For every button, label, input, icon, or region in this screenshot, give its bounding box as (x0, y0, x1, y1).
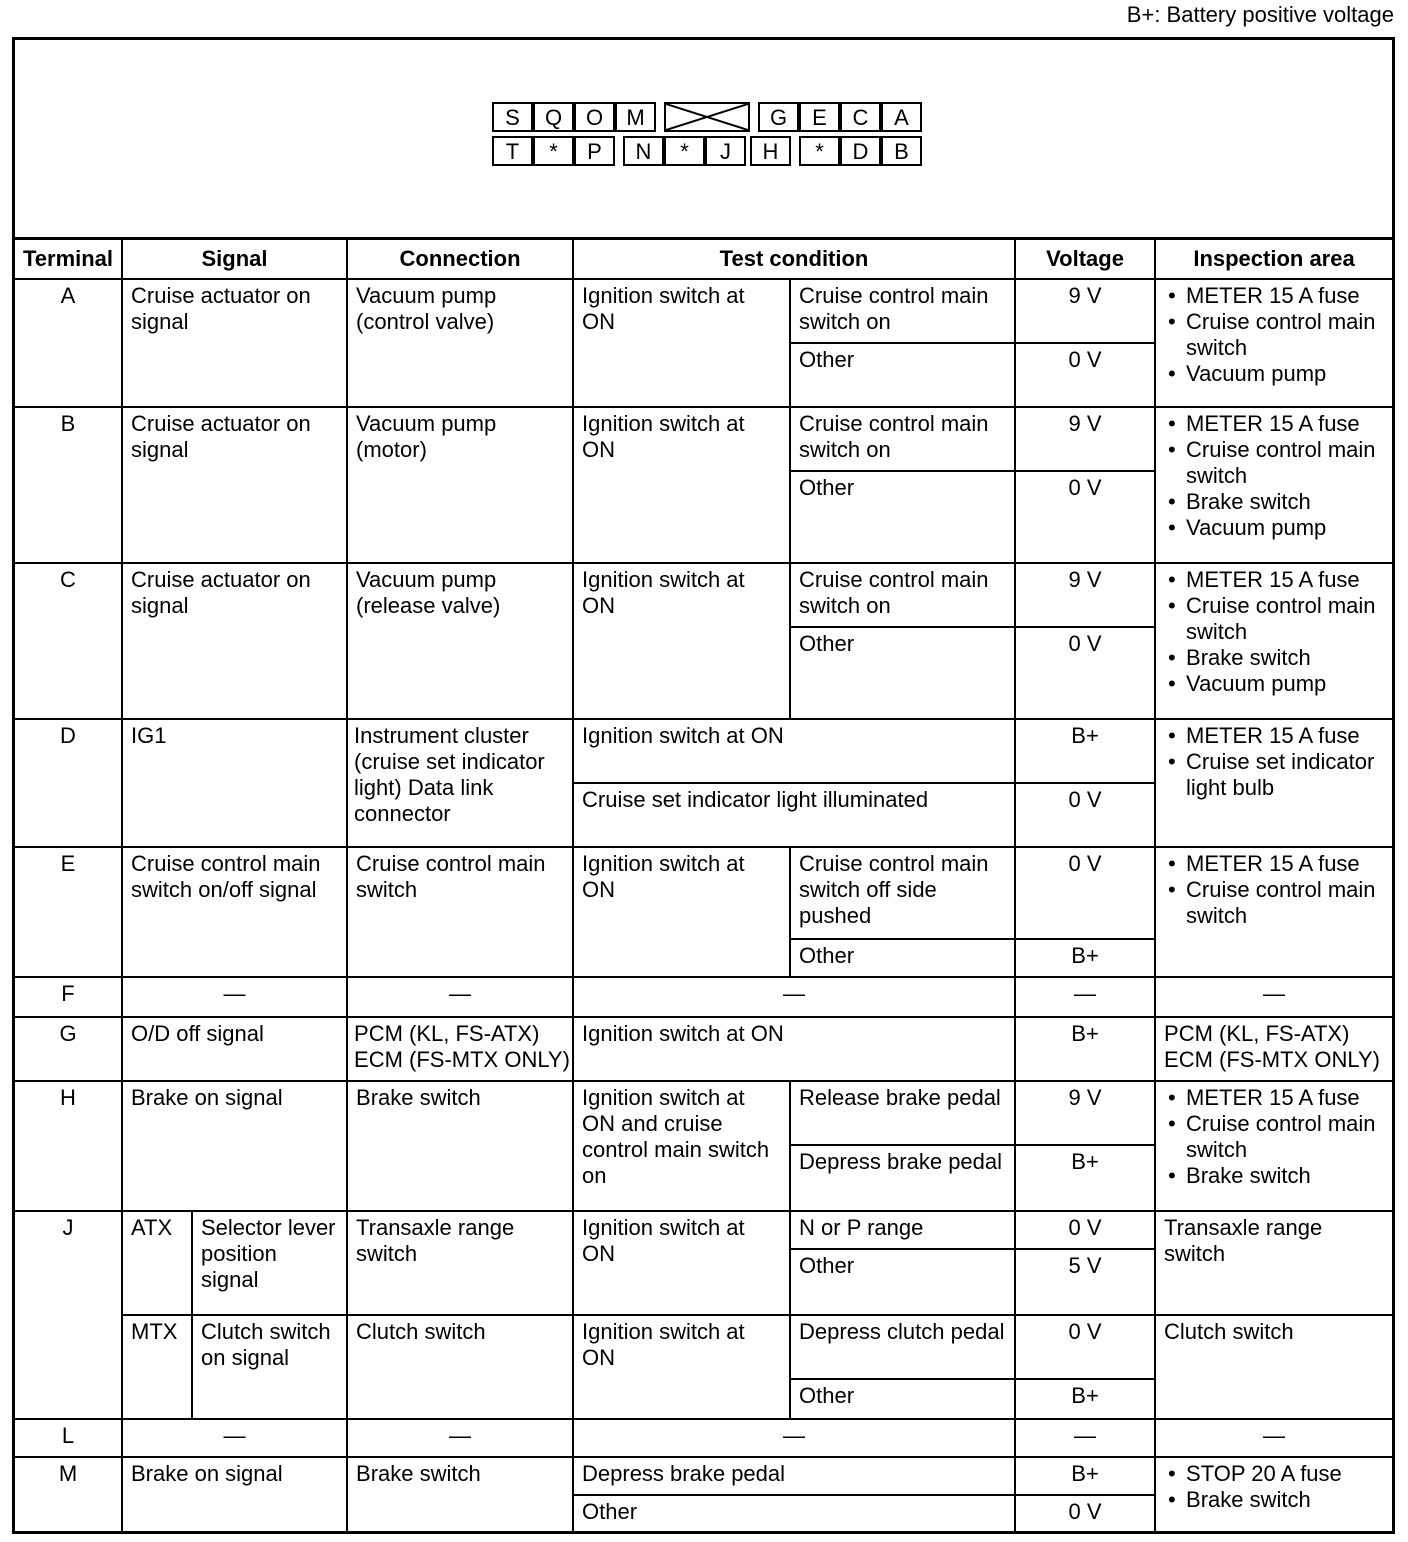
inspection-cell: — (1155, 1419, 1392, 1457)
pin-cell: P (574, 136, 615, 166)
header-row (15, 240, 1392, 279)
pin-cell: S (492, 102, 533, 132)
connector-diagram-area (15, 40, 1392, 240)
table-row (15, 977, 1392, 1017)
list-item: • STOP 20 A fuse (1164, 1461, 1384, 1487)
connection-cell: Vacuum pump (release valve) (347, 563, 573, 719)
condition-cell: Ignition switch at ON (573, 1315, 790, 1419)
list-item: • Brake switch (1164, 1487, 1384, 1513)
sub-condition-cell: Other (790, 471, 1015, 563)
list-item: • METER 15 A fuse (1164, 411, 1384, 437)
condition-cell: Ignition switch at ON (573, 1017, 1015, 1081)
pin-cell: N (623, 136, 664, 166)
connection-cell: PCM (KL, FS-ATX) ECM (FS-MTX ONLY) (347, 1017, 573, 1081)
voltage-cell: 0 V (1015, 1211, 1155, 1249)
signal-cell: — (122, 1419, 347, 1457)
list-item: • METER 15 A fuse (1164, 1085, 1384, 1111)
transmission-type-cell: MTX (122, 1315, 192, 1419)
inspection-cell: PCM (KL, FS-ATX) ECM (FS-MTX ONLY) (1155, 1017, 1392, 1081)
pin-cell: G (758, 102, 799, 132)
blank-pin-cell (664, 102, 750, 132)
connection-cell: Brake switch (347, 1457, 573, 1533)
pin-cell: * (799, 136, 840, 166)
pin-cell: D (840, 136, 881, 166)
voltage-cell: 9 V (1015, 1081, 1155, 1145)
voltage-cell: 0 V (1015, 471, 1155, 563)
terminal-voltage-table (15, 240, 1392, 1534)
sub-condition-cell: Other (790, 939, 1015, 977)
voltage-cell: B+ (1015, 719, 1155, 783)
condition-cell: Ignition switch at ON (573, 563, 790, 719)
header-voltage: Voltage (1015, 240, 1155, 279)
connection-cell: — (347, 977, 573, 1017)
signal-cell: Cruise actuator on signal (122, 563, 347, 719)
voltage-cell: B+ (1015, 1017, 1155, 1081)
list-item: • Cruise control main switch (1164, 1111, 1384, 1163)
pin-cell: O (574, 102, 615, 132)
voltage-cell: — (1015, 977, 1155, 1017)
terminal-cell: C (15, 563, 122, 719)
table-row (15, 1419, 1392, 1457)
list-item: • Cruise control main switch (1164, 437, 1384, 489)
list-item: • Brake switch (1164, 489, 1384, 515)
list-item: • Vacuum pump (1164, 671, 1384, 697)
header-terminal: Terminal (15, 240, 122, 279)
condition-cell: Other (573, 1495, 1015, 1533)
voltage-cell: 0 V (1015, 783, 1155, 847)
condition-cell: Ignition switch at ON (573, 279, 790, 407)
condition-cell: Ignition switch at ON (573, 1211, 790, 1315)
list-item: • Brake switch (1164, 1163, 1384, 1189)
list-item: • METER 15 A fuse (1164, 723, 1384, 749)
sub-condition-cell: Depress clutch pedal (790, 1315, 1015, 1379)
inspection-cell (1155, 1457, 1392, 1533)
signal-cell: Cruise control main switch on/off signal (122, 847, 347, 977)
list-item: • METER 15 A fuse (1164, 851, 1384, 877)
connection-cell: Vacuum pump (control valve) (347, 279, 573, 407)
pin-cell: * (533, 136, 574, 166)
connection-cell: — (347, 1419, 573, 1457)
list-item: • Cruise control main switch (1164, 593, 1384, 645)
signal-cell: Cruise actuator on signal (122, 279, 347, 407)
list-item: • Brake switch (1164, 645, 1384, 671)
voltage-cell: 9 V (1015, 563, 1155, 627)
inspection-cell: — (1155, 977, 1392, 1017)
inspection-cell: Clutch switch (1155, 1315, 1392, 1419)
legend-note: B+: Battery positive voltage (1126, 2, 1394, 27)
sub-condition-cell: Other (790, 1379, 1015, 1419)
condition-cell: — (573, 977, 1015, 1017)
voltage-cell: 0 V (1015, 1495, 1155, 1533)
pin-cell: M (615, 102, 656, 132)
sub-condition-cell: N or P range (790, 1211, 1015, 1249)
inspection-cell (1155, 1081, 1392, 1211)
voltage-cell: 5 V (1015, 1249, 1155, 1315)
signal-cell: Selector lever position signal (192, 1211, 347, 1315)
voltage-cell: 9 V (1015, 407, 1155, 471)
pin-cell: B (881, 136, 922, 166)
list-item: • Cruise control main switch (1164, 877, 1384, 929)
pin-cell: H (750, 136, 791, 166)
condition-cell: Ignition switch at ON (573, 407, 790, 563)
connection-cell: Instrument cluster (cruise set indicator light) Data link connector (347, 719, 573, 847)
inspection-cell (1155, 407, 1392, 563)
signal-cell: Cruise actuator on signal (122, 407, 347, 563)
header-test-condition: Test condition (573, 240, 1015, 279)
table-row (15, 1457, 1392, 1495)
sub-condition-cell: Other (790, 627, 1015, 719)
signal-cell: Brake on signal (122, 1081, 347, 1211)
list-item: • METER 15 A fuse (1164, 283, 1384, 309)
inspection-cell: Transaxle range switch (1155, 1211, 1392, 1315)
table-row (15, 1315, 1392, 1379)
condition-cell: Ignition switch at ON (573, 847, 790, 977)
sub-condition-cell: Cruise control main switch on (790, 563, 1015, 627)
voltage-cell: B+ (1015, 1379, 1155, 1419)
connection-cell: Clutch switch (347, 1315, 573, 1419)
list-item: • Cruise control main switch (1164, 309, 1384, 361)
table-row (15, 719, 1392, 783)
condition-cell: Cruise set indicator light illuminated (573, 783, 1015, 847)
list-item: • METER 15 A fuse (1164, 567, 1384, 593)
pin-cell: C (840, 102, 881, 132)
terminal-cell: M (15, 1457, 122, 1533)
sub-condition-cell: Other (790, 343, 1015, 407)
pin-cell: A (881, 102, 922, 132)
terminal-cell: A (15, 279, 122, 407)
terminal-cell: G (15, 1017, 122, 1081)
voltage-cell: 0 V (1015, 1315, 1155, 1379)
voltage-cell: 9 V (1015, 279, 1155, 343)
table-row (15, 407, 1392, 471)
sub-condition-cell: Depress brake pedal (790, 1145, 1015, 1211)
terminal-cell: D (15, 719, 122, 847)
header-inspection-area: Inspection area (1155, 240, 1392, 279)
voltage-cell: 0 V (1015, 343, 1155, 407)
header-connection: Connection (347, 240, 573, 279)
sub-condition-cell: Cruise control main switch off side pushed (790, 847, 1015, 939)
table-row (15, 279, 1392, 343)
header-signal: Signal (122, 240, 347, 279)
voltage-cell: B+ (1015, 939, 1155, 977)
table-row (15, 847, 1392, 939)
condition-cell: Depress brake pedal (573, 1457, 1015, 1495)
voltage-cell: B+ (1015, 1145, 1155, 1211)
sub-condition-cell: Cruise control main switch on (790, 407, 1015, 471)
pin-cell: * (664, 136, 705, 166)
connection-cell: Brake switch (347, 1081, 573, 1211)
inspection-cell (1155, 563, 1392, 719)
connection-cell: Cruise control main switch (347, 847, 573, 977)
terminal-cell: H (15, 1081, 122, 1211)
condition-cell: — (573, 1419, 1015, 1457)
pin-cell: Q (533, 102, 574, 132)
connection-cell: Transaxle range switch (347, 1211, 573, 1315)
sub-condition-cell: Other (790, 1249, 1015, 1315)
inspection-cell (1155, 847, 1392, 977)
condition-cell: Ignition switch at ON and cruise control main switch on (573, 1081, 790, 1211)
pin-cell: E (799, 102, 840, 132)
inspection-cell (1155, 279, 1392, 407)
terminal-cell: L (15, 1419, 122, 1457)
table-row (15, 1017, 1392, 1081)
cross-mark-icon (666, 104, 748, 130)
pin-cell: J (705, 136, 746, 166)
table-row (15, 1081, 1392, 1145)
voltage-cell: 0 V (1015, 847, 1155, 939)
signal-cell: Brake on signal (122, 1457, 347, 1533)
list-item: • Vacuum pump (1164, 361, 1384, 387)
voltage-cell: 0 V (1015, 627, 1155, 719)
sub-condition-cell: Release brake pedal (790, 1081, 1015, 1145)
voltage-cell: B+ (1015, 1457, 1155, 1495)
table-row (15, 563, 1392, 627)
list-item: • Vacuum pump (1164, 515, 1384, 541)
signal-cell: — (122, 977, 347, 1017)
signal-cell: Clutch switch on signal (192, 1315, 347, 1419)
terminal-table-frame (12, 37, 1395, 1534)
list-item: • Cruise set indicator light bulb (1164, 749, 1384, 801)
transmission-type-cell: ATX (122, 1211, 192, 1315)
terminal-cell: J (15, 1211, 122, 1419)
pin-cell: T (492, 136, 533, 166)
signal-cell: O/D off signal (122, 1017, 347, 1081)
table-row (15, 1211, 1392, 1249)
condition-cell: Ignition switch at ON (573, 719, 1015, 783)
connection-cell: Vacuum pump (motor) (347, 407, 573, 563)
terminal-cell: B (15, 407, 122, 563)
voltage-cell: — (1015, 1419, 1155, 1457)
inspection-cell (1155, 719, 1392, 847)
sub-condition-cell: Cruise control main switch on (790, 279, 1015, 343)
terminal-cell: F (15, 977, 122, 1017)
terminal-cell: E (15, 847, 122, 977)
signal-cell: IG1 (122, 719, 347, 847)
